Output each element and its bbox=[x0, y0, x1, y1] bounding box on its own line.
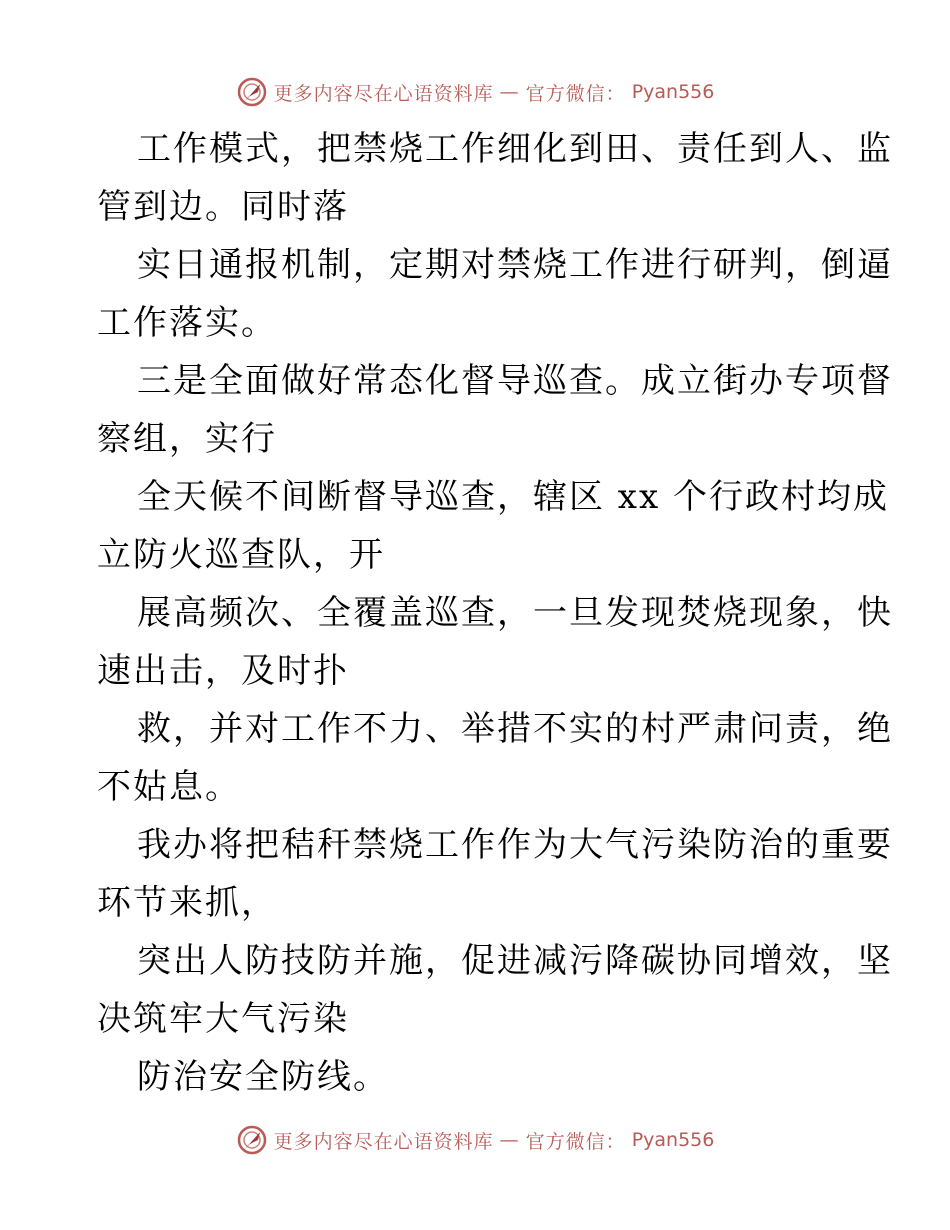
site-promo-text: 更多内容尽在心语资料库 bbox=[273, 82, 494, 105]
text-line: 防治安全防线。 bbox=[137, 1057, 389, 1097]
text-line: 立防火巡查队，开 bbox=[97, 535, 385, 575]
document-body bbox=[97, 120, 893, 1106]
wechat-label: 官方微信： bbox=[525, 82, 626, 105]
header-watermark-banner bbox=[0, 72, 950, 112]
feather-pen-logo-icon bbox=[236, 76, 268, 108]
text-line: 展高频次、全覆盖巡查，一旦发现焚烧现象，快 bbox=[137, 593, 893, 633]
text-line: 管到边。同时落 bbox=[97, 187, 349, 227]
text-line: 实日通报机制，定期对禁烧工作进行研判，倒逼 bbox=[137, 245, 893, 285]
text-line: 全天候不间断督导巡查，辖区 xx 个行政村均成 bbox=[137, 477, 889, 517]
text-line: 决筑牢大气污染 bbox=[97, 999, 349, 1039]
text-line: 突出人防技防并施，促进减污降碳协同增效，坚 bbox=[137, 941, 893, 981]
text-line: 速出击，及时扑 bbox=[97, 651, 349, 691]
text-line: 救，并对工作不力、举措不实的村严肃问责，绝 bbox=[137, 709, 893, 749]
text-line: 我办将把秸秆禁烧工作作为大气污染防治的重要 bbox=[137, 825, 893, 865]
banner-dash: — bbox=[499, 81, 520, 103]
text-line: 环节来抓， bbox=[97, 883, 277, 923]
footer-watermark-banner bbox=[0, 1120, 950, 1160]
wechat-label: 官方微信： bbox=[525, 1130, 626, 1153]
text-line: 不姑息。 bbox=[97, 767, 241, 807]
text-line: 察组，实行 bbox=[97, 419, 277, 459]
feather-pen-logo-icon bbox=[236, 1124, 268, 1156]
site-promo-text: 更多内容尽在心语资料库 bbox=[273, 1130, 494, 1153]
text-line: 三是全面做好常态化督导巡查。成立街办专项督 bbox=[137, 361, 893, 401]
banner-dash: — bbox=[499, 1129, 520, 1151]
text-line: 工作模式，把禁烧工作细化到田、责任到人、监 bbox=[137, 129, 893, 169]
text-line: 工作落实。 bbox=[97, 303, 277, 343]
wechat-id: Pyan556 bbox=[631, 1129, 715, 1151]
wechat-id: Pyan556 bbox=[631, 81, 715, 103]
